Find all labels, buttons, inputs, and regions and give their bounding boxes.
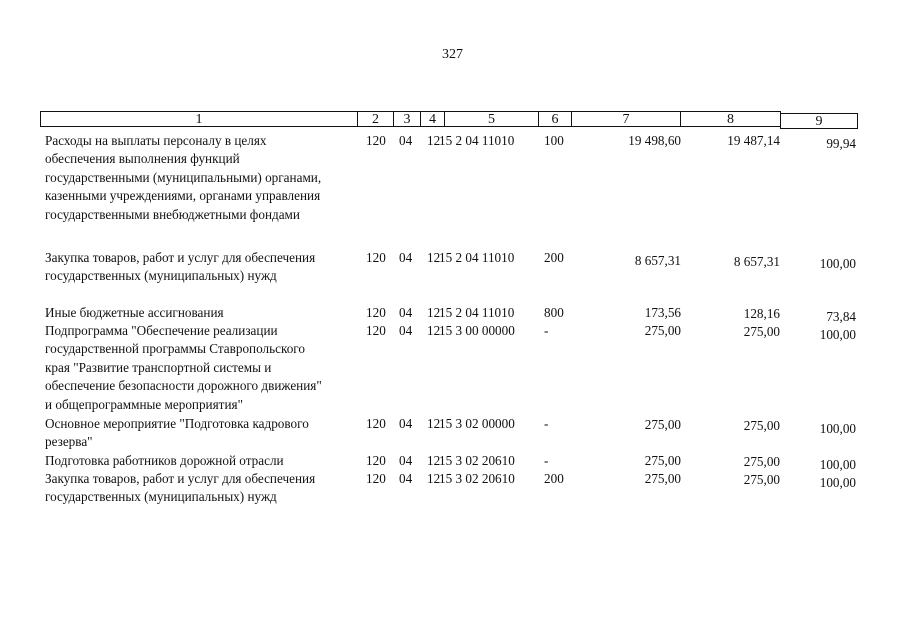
cell-col-8: 19 487,14 [727, 133, 780, 148]
cell-col-4: 12 [427, 416, 441, 431]
cell-col-3: 04 [399, 133, 413, 148]
cell-col-9: 100,00 [819, 327, 856, 342]
cell-col-8: 275,00 [743, 472, 780, 487]
cell-col-5: 15 3 02 20610 [439, 471, 515, 486]
row-name: Основное мероприятие "Подготовка кадрового резерва" [45, 416, 309, 450]
cell-col-7: 19 498,60 [628, 133, 681, 148]
cell-col-2: 120 [366, 133, 386, 148]
cell-col-6: 800 [544, 305, 564, 320]
cell-col-3: 04 [399, 416, 413, 431]
row-name: Подготовка работников дорожной отрасли [45, 453, 284, 468]
cell-col-7: 8 657,31 [634, 253, 681, 268]
cell-col-8: 275,00 [743, 454, 780, 469]
cell-col-3: 04 [399, 305, 413, 320]
header-col-6: 6 [538, 111, 572, 127]
cell-col-7: 275,00 [644, 417, 681, 432]
cell-col-9: 100,00 [819, 421, 856, 436]
cell-col-8: 128,16 [743, 306, 780, 321]
header-col-3: 3 [393, 111, 421, 127]
header-col-5: 5 [444, 111, 539, 127]
cell-col-8: 275,00 [743, 324, 780, 339]
header-col-9: 9 [780, 113, 858, 129]
cell-col-4: 12 [427, 471, 441, 486]
cell-col-5: 15 2 04 11010 [439, 250, 515, 265]
header-col-2: 2 [357, 111, 394, 127]
cell-col-7: 275,00 [644, 453, 681, 468]
row-name: Закупка товаров, работ и услуг для обеспечения государственных (муниципальных) нужд [45, 471, 316, 505]
cell-col-9: 73,84 [826, 309, 856, 324]
cell-col-2: 120 [366, 323, 386, 338]
cell-col-3: 04 [399, 323, 413, 338]
cell-col-4: 12 [427, 305, 441, 320]
cell-col-9: 99,94 [826, 136, 856, 151]
header-col-7: 7 [571, 111, 681, 127]
cell-col-7: 173,56 [644, 305, 681, 320]
page-number: 327 [442, 47, 463, 62]
cell-col-5: 15 3 02 00000 [439, 416, 515, 431]
cell-col-6: 200 [544, 250, 564, 265]
cell-col-6: - [544, 416, 549, 431]
cell-col-9: 100,00 [819, 475, 856, 490]
cell-col-7: 275,00 [644, 471, 681, 486]
cell-col-3: 04 [399, 453, 413, 468]
cell-col-9: 100,00 [819, 457, 856, 472]
row-name: Закупка товаров, работ и услуг для обеспечения государственных (муниципальных) нужд [45, 250, 316, 284]
cell-col-3: 04 [399, 471, 413, 486]
cell-col-5: 15 2 04 11010 [439, 305, 515, 320]
cell-col-2: 120 [366, 453, 386, 468]
cell-col-4: 12 [427, 133, 441, 148]
cell-col-6: - [544, 323, 549, 338]
header-col-4: 4 [420, 111, 445, 127]
cell-col-5: 15 2 04 11010 [439, 133, 515, 148]
cell-col-3: 04 [399, 250, 413, 265]
cell-col-6: 200 [544, 471, 564, 486]
cell-col-6: 100 [544, 133, 564, 148]
cell-col-9: 100,00 [819, 256, 856, 271]
cell-col-4: 12 [427, 323, 441, 338]
cell-col-2: 120 [366, 250, 386, 265]
cell-col-8: 275,00 [743, 418, 780, 433]
header-col-8: 8 [680, 111, 781, 127]
cell-col-8: 8 657,31 [733, 254, 780, 269]
cell-col-7: 275,00 [644, 323, 681, 338]
cell-col-4: 12 [427, 453, 441, 468]
cell-col-5: 15 3 02 20610 [439, 453, 515, 468]
row-name: Иные бюджетные ассигнования [45, 305, 224, 320]
cell-col-2: 120 [366, 471, 386, 486]
cell-col-4: 12 [427, 250, 441, 265]
cell-col-2: 120 [366, 305, 386, 320]
cell-col-5: 15 3 00 00000 [439, 323, 515, 338]
row-name: Расходы на выплаты персоналу в целях обеспечения выполнения функций государственными (муниципальными) органами, казенными учреждениями, органами управления государственными внебюджетными фондами [45, 133, 322, 222]
header-col-1: 1 [40, 111, 358, 127]
cell-col-6: - [544, 453, 549, 468]
cell-col-2: 120 [366, 416, 386, 431]
row-name: Подпрограмма "Обеспечение реализации государственной программы Ставропольского края "Развитие транспортной системы и обеспечение безопасности дорожного движения" и общепрограммные мероприятия" [45, 323, 322, 412]
